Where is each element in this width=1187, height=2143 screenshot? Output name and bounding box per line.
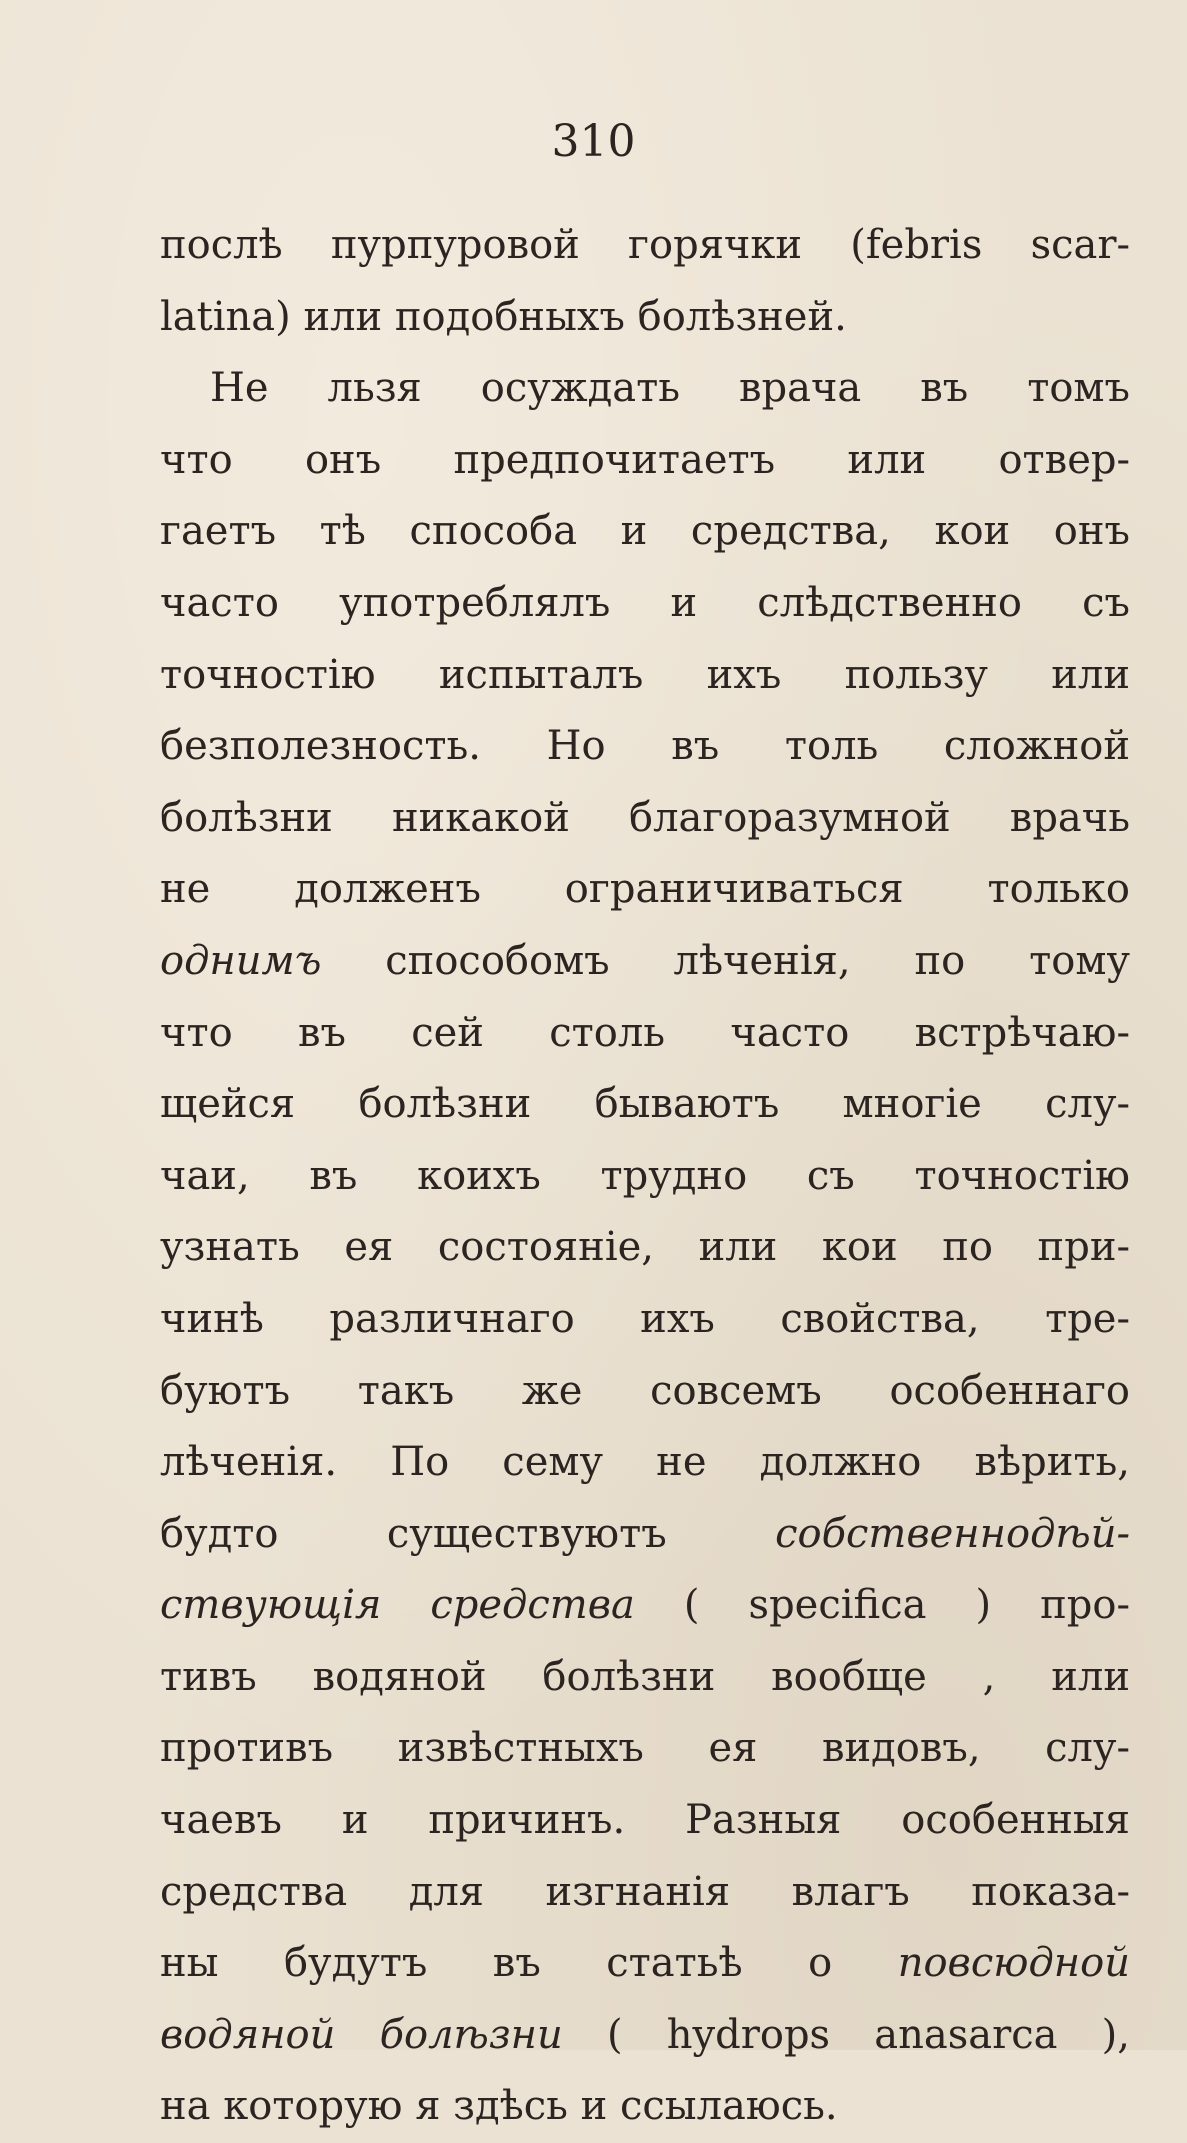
- text-segment: чинѣ различнаго ихъ свойства, тре-: [160, 1295, 1130, 1342]
- text-segment: щейся болѣзни бываютъ многіе слу-: [160, 1081, 1130, 1128]
- text-segment: на которую я здѣсь и ссылаюсь.: [160, 2083, 838, 2130]
- text-line: [160, 1069, 1130, 1141]
- text-line: [160, 1570, 1130, 1642]
- italic-text: однимъ: [160, 937, 322, 984]
- text-segment: ( hydrops anasarca ),: [562, 2011, 1130, 2058]
- text-line: [160, 568, 1130, 640]
- text-segment: ны будутъ въ статьѣ о: [160, 1940, 898, 1987]
- text-line: [160, 1713, 1130, 1785]
- text-segment: гаетъ тѣ способа и средства, кои онъ: [160, 508, 1130, 555]
- text-line: [160, 1785, 1130, 1857]
- text-segment: не долженъ ограничиваться только: [160, 866, 1130, 913]
- text-line: [160, 496, 1130, 568]
- text-segment: способомъ лѣченія, по тому: [321, 937, 1130, 984]
- text-segment: что онъ предпочитаетъ или отвер-: [160, 436, 1130, 483]
- text-segment: что въ сей столь часто встрѣчаю-: [160, 1009, 1130, 1056]
- italic-text: ствующія средства: [160, 1582, 635, 1629]
- text-segment: тивъ водяной болѣзни вообще , или: [160, 1653, 1130, 1700]
- text-segment: часто употреблялъ и слѣдственно съ: [160, 579, 1130, 626]
- body-text: [160, 210, 1130, 2143]
- text-line: [160, 1642, 1130, 1714]
- text-segment: лѣченія. По сему не должно вѣрить,: [160, 1439, 1130, 1486]
- text-line: [160, 1499, 1130, 1571]
- text-line: [160, 1141, 1130, 1213]
- page-number: 310: [551, 116, 636, 167]
- italic-text: собственнодѣй-: [775, 1510, 1130, 1557]
- text-line: [160, 282, 1130, 354]
- text-line: [160, 854, 1130, 926]
- italic-text: водяной болѣзни: [160, 2011, 563, 2058]
- text-segment: буютъ такъ же совсемъ особеннаго: [160, 1367, 1130, 1414]
- text-line: [160, 998, 1130, 1070]
- text-line: [160, 783, 1130, 855]
- italic-text: повсюдной: [897, 1940, 1130, 1987]
- text-line: [160, 640, 1130, 712]
- text-segment: болѣзни никакой благоразумной врачь: [160, 794, 1130, 841]
- text-segment: ( specifica ) про-: [634, 1582, 1130, 1629]
- text-segment: Не льзя осуждать врача въ томъ: [210, 365, 1130, 412]
- text-line: [160, 1284, 1130, 1356]
- text-segment: узнать ея состояніе, или кои по при-: [160, 1224, 1130, 1271]
- text-segment: точностію испыталъ ихъ пользу или: [160, 651, 1130, 698]
- text-line: [160, 1356, 1130, 1428]
- text-line: [160, 711, 1130, 783]
- text-segment: latina) или подобныхъ болѣзней.: [160, 293, 847, 340]
- text-line: [160, 1427, 1130, 1499]
- text-segment: безполезность. Но въ толь сложной: [160, 723, 1130, 770]
- text-segment: средства для изгнанія влагъ показа-: [160, 1868, 1130, 1915]
- text-segment: будто существуютъ: [160, 1510, 776, 1557]
- text-segment: чаевъ и причинъ. Разныя особенныя: [160, 1797, 1130, 1844]
- text-line: [160, 353, 1130, 425]
- text-line: [160, 2071, 1130, 2143]
- text-line: [160, 425, 1130, 497]
- text-line: [160, 1212, 1130, 1284]
- text-line: [160, 1857, 1130, 1929]
- text-line: [160, 210, 1130, 282]
- text-segment: противъ извѣстныхъ ея видовъ, слу-: [160, 1725, 1130, 1772]
- text-segment: чаи, въ коихъ трудно съ точностію: [160, 1152, 1130, 1199]
- text-line: [160, 926, 1130, 998]
- text-line: [160, 2000, 1130, 2072]
- text-segment: послѣ пурпуровой горячки (febris scar-: [160, 222, 1130, 268]
- text-line: [160, 1928, 1130, 2000]
